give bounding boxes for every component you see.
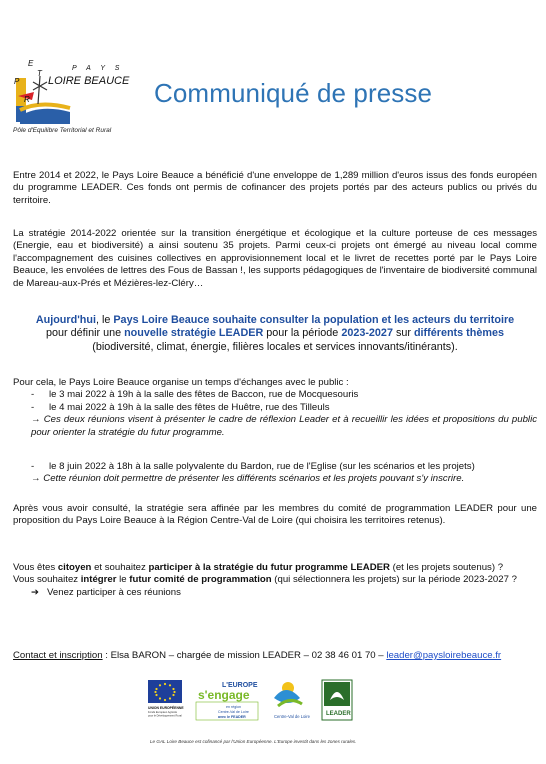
cta-citizen-bold: citoyen <box>57 562 92 573</box>
list-item <box>13 402 537 414</box>
note-text-body: Cette réunion doit permettre de présenter les différents scénarios et les projets pouvant s'y inscrire. <box>43 473 465 485</box>
list-dash: - <box>31 461 35 472</box>
list-dash: - <box>31 389 35 401</box>
contact-text: Elsa BARON – chargée de mission LEADER – 02 38 46 01 70 – <box>110 650 387 661</box>
logo-letter: P <box>14 77 20 86</box>
highlight-line-2 <box>13 327 537 340</box>
meeting-text: le 4 mai 2022 à 19h à la salle des fêtes de Huêtre, rue des Tilleuls <box>49 401 330 413</box>
logo-name-text: LOIRE BEAUCE <box>48 75 130 87</box>
note-text <box>31 414 537 437</box>
cta-text: Vous êtes <box>13 562 58 573</box>
cta-committee-bold: futur comité de programmation <box>129 574 272 586</box>
logo-letter: T <box>37 69 42 78</box>
funding-logos <box>146 678 366 736</box>
list-item <box>13 389 537 401</box>
highlight-strategy: nouvelle stratégie LEADER <box>124 327 264 340</box>
leader-logo <box>322 680 352 720</box>
cta-text: et souhaitez <box>91 562 149 573</box>
meeting-text: le 8 juin 2022 à 18h à la salle polyvalente du Bardon, rue de l'Eglise (sur les scénarios et les projets) <box>49 461 475 472</box>
meetings-section <box>13 377 537 439</box>
page-title: Communiqué de presse <box>154 78 433 108</box>
eu-label-sub: pour le Développement Rural <box>148 714 182 718</box>
eu-label-sub: Fonds Européen Agricole <box>148 711 178 714</box>
contact-email-link[interactable]: leader@paysloirebeauce.fr <box>386 650 502 661</box>
note-text-body: Ces deux réunions visent à présenter le cadre de réflexion Leader et à recueillir les idées et propositions du public pour orienter la stratégie du futur programme. <box>31 414 537 438</box>
note-meeting-3 <box>13 473 537 485</box>
highlight-text: pour la période <box>263 327 342 340</box>
cta-citizen <box>13 562 537 574</box>
cta-come <box>13 587 537 599</box>
logo-tagline: Pôle d'Equilibre Territorial et Rural <box>13 127 112 134</box>
meeting-3-section <box>13 461 537 486</box>
highlight-block <box>13 314 537 354</box>
logo-letter: E <box>28 59 34 68</box>
eu-label: UNION EUROPÉENNE <box>148 706 184 710</box>
cta-committee <box>13 574 537 586</box>
cta-participate-bold: participer à la stratégie du futur programme LEADER <box>148 562 390 573</box>
note-meetings <box>13 414 537 439</box>
highlight-themes: différents thèmes <box>413 327 504 340</box>
arrow-icon: → <box>31 414 41 426</box>
arrow-icon: ➔ <box>31 586 40 598</box>
highlight-line-3: (biodiversité, climat, énergie, filières locales et services innovants/itinérants). <box>92 340 458 353</box>
europe-mid: s'engage <box>198 688 250 702</box>
europe-region: en région <box>226 705 241 709</box>
arrow-icon: → <box>31 473 41 485</box>
eu-flag-logo <box>148 680 184 718</box>
europe-region: Centre-Val de Loire <box>218 710 249 714</box>
europe-sengage-logo <box>196 682 258 720</box>
paragraph-next-steps: Après vous avoir consulté, la stratégie sera affinée par les membres du comité de programmation LEADER pour une proposition du Pays Loire Beauce à la Région Centre-Val de Loire (qui choisira les territoires retenus). <box>13 503 537 527</box>
highlight-consult: Pays Loire Beauce souhaite consulter la population et les acteurs du territoire <box>113 314 515 326</box>
cta-text: le <box>116 574 130 586</box>
cta-text: (et les projets soutenus) ? <box>389 562 504 573</box>
footnote: Le GAL Loire Beauce est cofinancé par l'Union Européenne. L'Europe investit dans les zones rurales. <box>150 739 357 744</box>
contact-label: Contact et inscription <box>13 650 103 661</box>
highlight-text: sur <box>392 327 414 340</box>
europe-feader: avec le FEADER <box>218 715 246 719</box>
logo-letter: R <box>24 95 30 104</box>
contact-sep: : <box>102 650 111 661</box>
highlight-text: pour définir une <box>46 327 125 340</box>
list-item <box>13 461 537 473</box>
meeting-text: le 3 mai 2022 à 19h à la salle des fêtes de Baccon, rue de Mocquesouris <box>49 389 359 401</box>
centre-val-de-loire-logo <box>274 682 311 719</box>
paragraph-strategy: La stratégie 2014-2022 orientée sur la transition énergétique et écologique et la culture porteuse de ces messages (Energie, eau et biodiversité) a ainsi soutenu 35 projets. Parmi ceux-ci projets ont émergé au niveau local comme l'accompagnement des cuisines collectives en approvisionnement local et le livret de recettes porté par le Pays Loire Beauce, les envolées de lettres des Fous de Bassan !, les supports pédagogiques de l'inventaire de biodiversité communal de Mareau-aux-Prés et Mézières-lez-Cléry… <box>13 228 537 289</box>
logo-pays-text: P A Y S <box>72 65 124 72</box>
leader-label: LEADER <box>326 711 351 717</box>
highlight-today: Aujourd'hui <box>35 314 96 326</box>
list-dash: - <box>31 401 35 413</box>
highlight-line-1 <box>13 314 537 327</box>
paragraph-funding: Entre 2014 et 2022, le Pays Loire Beauce a bénéficié d'une enveloppe de 1,289 million d'euros issus des fonds européen du programme LEADER. Ces fonds ont permis de cofinancer des projets portés par des acteurs publics ou privés du territoire. <box>13 170 537 206</box>
contact-line <box>13 650 501 661</box>
europe-top: L'EUROPE <box>222 682 258 689</box>
meetings-intro: Pour cela, le Pays Loire Beauce organise un temps d'échanges avec le public : <box>13 377 349 388</box>
call-to-action <box>13 562 537 599</box>
cta-come-text: Venez participer à ces réunions <box>47 586 181 598</box>
highlight-text: , le <box>95 314 114 326</box>
cvl-label: Centre-Val de Loire <box>274 714 311 719</box>
highlight-period: 2023-2027 <box>341 327 393 340</box>
cta-text: Vous souhaitez <box>13 574 81 586</box>
note-text <box>31 473 464 484</box>
cta-integrate-bold: intégrer <box>80 574 117 586</box>
cta-text: (qui sélectionnera les projets) sur la période 2023-2027 ? <box>271 574 517 586</box>
